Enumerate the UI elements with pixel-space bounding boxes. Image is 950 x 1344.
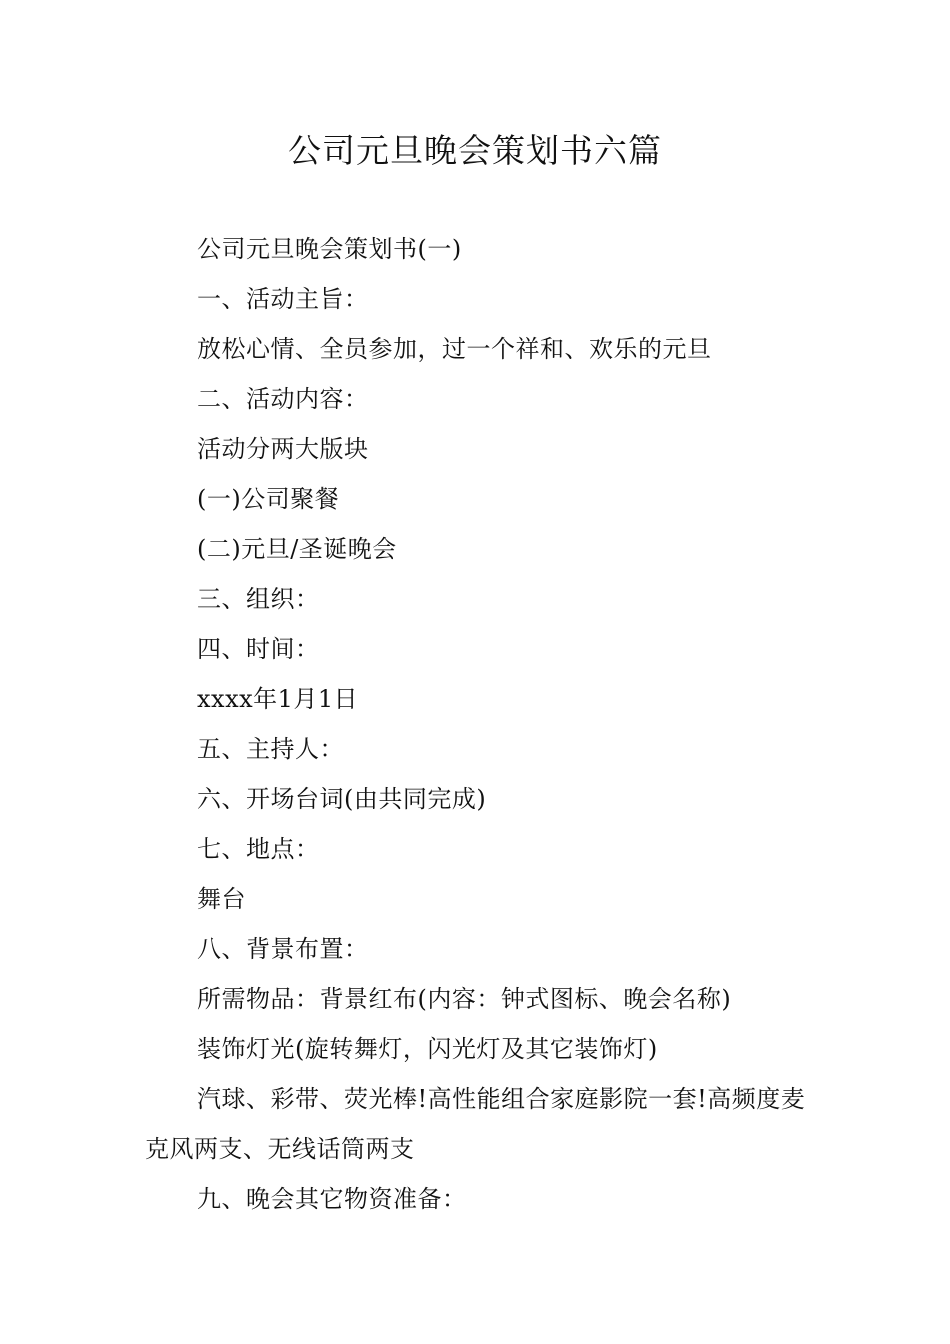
paragraph-purpose: 放松心情、全员参加，过一个祥和、欢乐的元旦	[197, 335, 712, 363]
document-body	[145, 224, 815, 1224]
paragraph-items: 所需物品：背景红布(内容：钟式图标、晚会名称)	[197, 985, 732, 1013]
paragraph-lighting: 装饰灯光(旋转舞灯，闪光灯及其它装饰灯)	[197, 1035, 658, 1063]
heading-host: 五、主持人：	[197, 735, 344, 763]
heading-purpose: 一、活动主旨：	[197, 285, 369, 313]
document-title: 公司元旦晚会策划书六篇	[288, 131, 662, 170]
list-item-party: (二)元旦/圣诞晚会	[197, 535, 397, 563]
paragraph-equipment: 汽球、彩带、荧光棒!高性能组合家庭影院一套!高频度麦克风两支、无线话筒两支	[145, 1085, 806, 1163]
paragraph-date: xxxx年1月1日	[197, 685, 359, 713]
paragraph-subtitle: 公司元旦晚会策划书(一)	[197, 235, 462, 263]
heading-organization: 三、组织：	[197, 585, 320, 613]
list-item-dinner: (一)公司聚餐	[197, 485, 340, 513]
heading-supplies: 九、晚会其它物资准备：	[197, 1185, 467, 1213]
heading-content: 二、活动内容：	[197, 385, 369, 413]
heading-time: 四、时间：	[197, 635, 320, 663]
paragraph-location: 舞台	[197, 885, 246, 913]
heading-location: 七、地点：	[197, 835, 320, 863]
paragraph-content: 活动分两大版块	[197, 435, 369, 463]
heading-opening: 六、开场台词(由共同完成)	[197, 785, 487, 813]
heading-background: 八、背景布置：	[197, 935, 369, 963]
